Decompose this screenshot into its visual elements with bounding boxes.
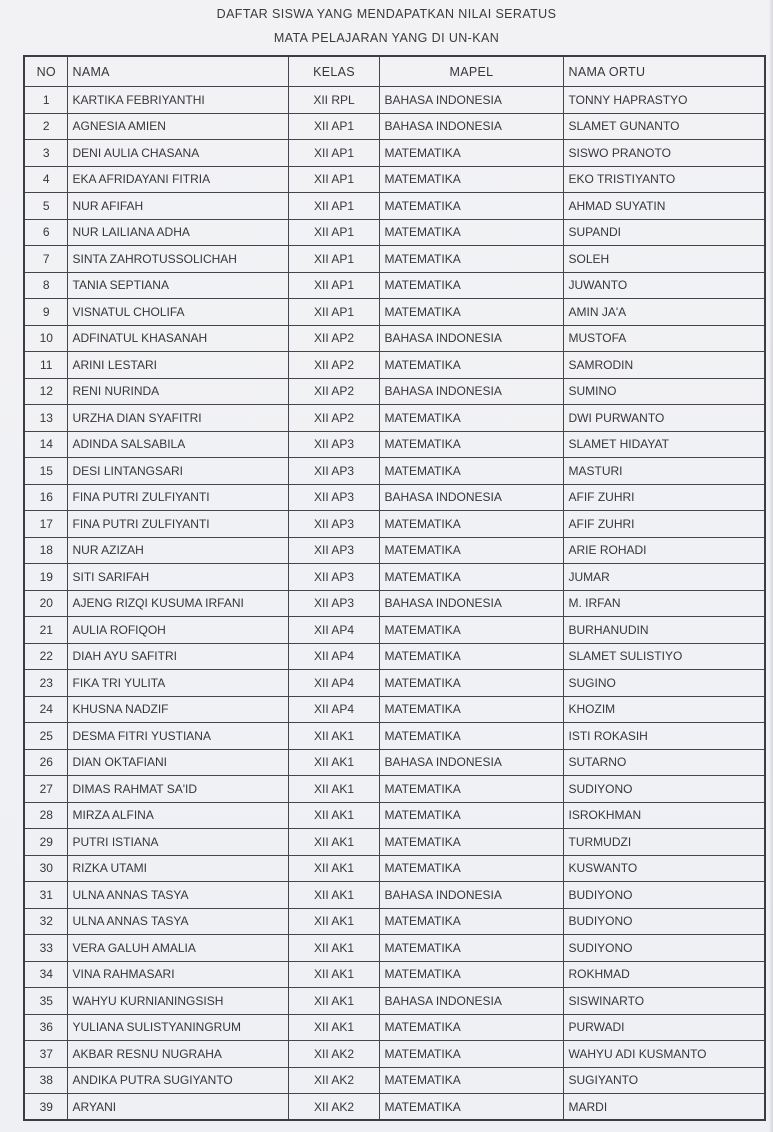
cell-no: 23 (24, 670, 67, 697)
cell-mapel: MATEMATIKA (379, 855, 563, 882)
table-row (24, 219, 765, 246)
column-header-kelas: KELAS (288, 56, 379, 87)
cell-ortu: JUWANTO (563, 272, 765, 299)
cell-no: 26 (24, 749, 67, 776)
cell-ortu: EKO TRISTIYANTO (563, 166, 765, 193)
cell-mapel: MATEMATIKA (379, 166, 563, 193)
cell-mapel: MATEMATIKA (379, 537, 563, 564)
cell-kelas: XII AP3 (288, 431, 379, 458)
cell-nama: ADINDA SALSABILA (67, 431, 288, 458)
scan-edge-shadow (769, 0, 773, 1132)
cell-mapel: MATEMATIKA (379, 511, 563, 538)
table-row (24, 272, 765, 299)
cell-no: 27 (24, 776, 67, 803)
table-row (24, 802, 765, 829)
cell-kelas: XII AK1 (288, 988, 379, 1015)
cell-nama: AKBAR RESNU NUGRAHA (67, 1041, 288, 1068)
table-row (24, 193, 765, 220)
cell-mapel: MATEMATIKA (379, 1067, 563, 1094)
cell-nama: KHUSNA NADZIF (67, 696, 288, 723)
cell-ortu: ARIE ROHADI (563, 537, 765, 564)
cell-ortu: SOLEH (563, 246, 765, 273)
cell-ortu: TURMUDZI (563, 829, 765, 856)
cell-nama: ULNA ANNAS TASYA (67, 882, 288, 909)
cell-no: 9 (24, 299, 67, 326)
table-header (24, 56, 765, 87)
cell-ortu: KHOZIM (563, 696, 765, 723)
cell-nama: TANIA SEPTIANA (67, 272, 288, 299)
cell-no: 1 (24, 87, 67, 114)
table-header-row (24, 56, 765, 87)
cell-kelas: XII AK2 (288, 1067, 379, 1094)
cell-nama: URZHA DIAN SYAFITRI (67, 405, 288, 432)
cell-no: 35 (24, 988, 67, 1015)
cell-ortu: SLAMET SULISTIYO (563, 643, 765, 670)
cell-ortu: WAHYU ADI KUSMANTO (563, 1041, 765, 1068)
cell-mapel: MATEMATIKA (379, 246, 563, 273)
table-row (24, 537, 765, 564)
table-row (24, 405, 765, 432)
cell-nama: VISNATUL CHOLIFA (67, 299, 288, 326)
cell-nama: ADFINATUL KHASANAH (67, 325, 288, 352)
cell-no: 14 (24, 431, 67, 458)
cell-ortu: MARDI (563, 1094, 765, 1121)
cell-nama: KARTIKA FEBRIYANTHI (67, 87, 288, 114)
cell-nama: SINTA ZAHROTUSSOLICHAH (67, 246, 288, 273)
cell-mapel: MATEMATIKA (379, 564, 563, 591)
cell-kelas: XII AP3 (288, 484, 379, 511)
cell-mapel: MATEMATIKA (379, 802, 563, 829)
cell-kelas: XII AP2 (288, 325, 379, 352)
cell-kelas: XII AP1 (288, 113, 379, 140)
cell-kelas: XII AP3 (288, 590, 379, 617)
cell-ortu: PURWADI (563, 1014, 765, 1041)
table-body (24, 87, 765, 1121)
column-header-ortu: NAMA ORTU (563, 56, 765, 87)
cell-kelas: XII AP4 (288, 696, 379, 723)
table-row (24, 378, 765, 405)
cell-no: 34 (24, 961, 67, 988)
table-row (24, 458, 765, 485)
cell-ortu: SLAMET GUNANTO (563, 113, 765, 140)
table-row (24, 935, 765, 962)
cell-kelas: XII AP4 (288, 670, 379, 697)
cell-kelas: XII AP1 (288, 193, 379, 220)
cell-no: 7 (24, 246, 67, 273)
column-header-no: NO (24, 56, 67, 87)
cell-nama: ARYANI (67, 1094, 288, 1121)
cell-kelas: XII AP1 (288, 140, 379, 167)
cell-kelas: XII AP1 (288, 299, 379, 326)
cell-no: 33 (24, 935, 67, 962)
table-row (24, 908, 765, 935)
table-row (24, 882, 765, 909)
table-row (24, 776, 765, 803)
cell-mapel: MATEMATIKA (379, 431, 563, 458)
cell-no: 36 (24, 1014, 67, 1041)
cell-mapel: MATEMATIKA (379, 617, 563, 644)
cell-mapel: BAHASA INDONESIA (379, 87, 563, 114)
table-row (24, 1014, 765, 1041)
table-row (24, 988, 765, 1015)
cell-mapel: BAHASA INDONESIA (379, 882, 563, 909)
cell-mapel: MATEMATIKA (379, 352, 563, 379)
cell-no: 20 (24, 590, 67, 617)
cell-ortu: JUMAR (563, 564, 765, 591)
cell-kelas: XII AP4 (288, 643, 379, 670)
cell-no: 10 (24, 325, 67, 352)
table-row (24, 590, 765, 617)
cell-nama: RENI NURINDA (67, 378, 288, 405)
cell-mapel: MATEMATIKA (379, 670, 563, 697)
cell-no: 38 (24, 1067, 67, 1094)
document-subtitle: MATA PELAJARAN YANG DI UN-KAN (273, 31, 500, 45)
cell-kelas: XII AK1 (288, 749, 379, 776)
cell-ortu: SLAMET HIDAYAT (563, 431, 765, 458)
cell-mapel: BAHASA INDONESIA (379, 590, 563, 617)
cell-mapel: MATEMATIKA (379, 1014, 563, 1041)
cell-mapel: BAHASA INDONESIA (379, 378, 563, 405)
cell-nama: DIAH AYU SAFITRI (67, 643, 288, 670)
cell-kelas: XII AK1 (288, 935, 379, 962)
table-row (24, 670, 765, 697)
cell-nama: DESMA FITRI YUSTIANA (67, 723, 288, 750)
cell-ortu: BURHANUDIN (563, 617, 765, 644)
cell-nama: SITI SARIFAH (67, 564, 288, 591)
cell-no: 31 (24, 882, 67, 909)
cell-kelas: XII AK1 (288, 723, 379, 750)
cell-ortu: SISWO PRANOTO (563, 140, 765, 167)
cell-ortu: BUDIYONO (563, 882, 765, 909)
table-row (24, 511, 765, 538)
cell-kelas: XII AK1 (288, 776, 379, 803)
cell-ortu: SUGIYANTO (563, 1067, 765, 1094)
cell-mapel: BAHASA INDONESIA (379, 749, 563, 776)
cell-no: 32 (24, 908, 67, 935)
cell-nama: DESI LINTANGSARI (67, 458, 288, 485)
cell-kelas: XII AK1 (288, 908, 379, 935)
cell-kelas: XII AK1 (288, 882, 379, 909)
cell-mapel: MATEMATIKA (379, 696, 563, 723)
table-row (24, 855, 765, 882)
cell-nama: ULNA ANNAS TASYA (67, 908, 288, 935)
column-header-mapel: MAPEL (379, 56, 563, 87)
cell-ortu: SUDIYONO (563, 776, 765, 803)
cell-no: 11 (24, 352, 67, 379)
cell-nama: DENI AULIA CHASANA (67, 140, 288, 167)
cell-mapel: MATEMATIKA (379, 1041, 563, 1068)
table-row (24, 643, 765, 670)
cell-no: 22 (24, 643, 67, 670)
table-row (24, 829, 765, 856)
cell-kelas: XII AP3 (288, 564, 379, 591)
cell-nama: NUR AZIZAH (67, 537, 288, 564)
table-row (24, 749, 765, 776)
cell-no: 16 (24, 484, 67, 511)
cell-ortu: KUSWANTO (563, 855, 765, 882)
cell-no: 13 (24, 405, 67, 432)
cell-ortu: SUMINO (563, 378, 765, 405)
cell-mapel: BAHASA INDONESIA (379, 484, 563, 511)
cell-ortu: DWI PURWANTO (563, 405, 765, 432)
cell-kelas: XII AK1 (288, 802, 379, 829)
table-row (24, 564, 765, 591)
cell-nama: DIMAS RAHMAT SA'ID (67, 776, 288, 803)
cell-nama: ANDIKA PUTRA SUGIYANTO (67, 1067, 288, 1094)
student-score-table (23, 55, 766, 1121)
cell-ortu: M. IRFAN (563, 590, 765, 617)
cell-ortu: MASTURI (563, 458, 765, 485)
cell-nama: NUR AFIFAH (67, 193, 288, 220)
cell-mapel: MATEMATIKA (379, 193, 563, 220)
cell-kelas: XII AP2 (288, 352, 379, 379)
table-row (24, 113, 765, 140)
cell-mapel: MATEMATIKA (379, 458, 563, 485)
cell-no: 8 (24, 272, 67, 299)
cell-kelas: XII AP3 (288, 458, 379, 485)
cell-nama: AULIA ROFIQOH (67, 617, 288, 644)
cell-mapel: MATEMATIKA (379, 405, 563, 432)
cell-nama: EKA AFRIDAYANI FITRIA (67, 166, 288, 193)
cell-mapel: MATEMATIKA (379, 776, 563, 803)
cell-mapel: MATEMATIKA (379, 908, 563, 935)
table-row (24, 723, 765, 750)
cell-ortu: SUDIYONO (563, 935, 765, 962)
cell-kelas: XII RPL (288, 87, 379, 114)
table-row (24, 1041, 765, 1068)
cell-nama: YULIANA SULISTYANINGRUM (67, 1014, 288, 1041)
cell-no: 29 (24, 829, 67, 856)
cell-ortu: SUTARNO (563, 749, 765, 776)
cell-kelas: XII AP2 (288, 378, 379, 405)
cell-mapel: BAHASA INDONESIA (379, 988, 563, 1015)
cell-kelas: XII AK1 (288, 829, 379, 856)
table-row (24, 617, 765, 644)
cell-ortu: AMIN JA'A (563, 299, 765, 326)
cell-nama: RIZKA UTAMI (67, 855, 288, 882)
table-row (24, 166, 765, 193)
cell-nama: DIAN OKTAFIANI (67, 749, 288, 776)
cell-ortu: AHMAD SUYATIN (563, 193, 765, 220)
cell-no: 19 (24, 564, 67, 591)
cell-kelas: XII AK2 (288, 1094, 379, 1121)
cell-no: 2 (24, 113, 67, 140)
cell-ortu: AFIF ZUHRI (563, 511, 765, 538)
cell-no: 37 (24, 1041, 67, 1068)
cell-mapel: MATEMATIKA (379, 299, 563, 326)
table-row (24, 1067, 765, 1094)
cell-kelas: XII AP1 (288, 246, 379, 273)
cell-mapel: MATEMATIKA (379, 723, 563, 750)
cell-no: 24 (24, 696, 67, 723)
cell-ortu: ISROKHMAN (563, 802, 765, 829)
cell-kelas: XII AK1 (288, 1014, 379, 1041)
cell-mapel: MATEMATIKA (379, 1094, 563, 1121)
column-header-nama: NAMA (67, 56, 288, 87)
cell-no: 30 (24, 855, 67, 882)
table-row (24, 325, 765, 352)
cell-ortu: AFIF ZUHRI (563, 484, 765, 511)
cell-nama: ARINI LESTARI (67, 352, 288, 379)
cell-mapel: MATEMATIKA (379, 961, 563, 988)
cell-nama: FIKA TRI YULITA (67, 670, 288, 697)
cell-nama: MIRZA ALFINA (67, 802, 288, 829)
cell-no: 39 (24, 1094, 67, 1121)
cell-kelas: XII AP4 (288, 617, 379, 644)
cell-kelas: XII AP2 (288, 405, 379, 432)
cell-mapel: MATEMATIKA (379, 935, 563, 962)
table-row (24, 696, 765, 723)
cell-nama: VINA RAHMASARI (67, 961, 288, 988)
cell-no: 18 (24, 537, 67, 564)
cell-mapel: MATEMATIKA (379, 140, 563, 167)
cell-mapel: BAHASA INDONESIA (379, 325, 563, 352)
table-row (24, 246, 765, 273)
cell-ortu: ROKHMAD (563, 961, 765, 988)
cell-ortu: SUGINO (563, 670, 765, 697)
cell-kelas: XII AK1 (288, 855, 379, 882)
cell-nama: FINA PUTRI ZULFIYANTI (67, 484, 288, 511)
cell-no: 21 (24, 617, 67, 644)
cell-no: 15 (24, 458, 67, 485)
cell-mapel: MATEMATIKA (379, 643, 563, 670)
table-row (24, 352, 765, 379)
cell-nama: VERA GALUH AMALIA (67, 935, 288, 962)
cell-no: 3 (24, 140, 67, 167)
cell-mapel: BAHASA INDONESIA (379, 113, 563, 140)
cell-no: 17 (24, 511, 67, 538)
cell-no: 6 (24, 219, 67, 246)
cell-kelas: XII AP1 (288, 219, 379, 246)
table-row (24, 431, 765, 458)
table-row (24, 484, 765, 511)
cell-kelas: XII AP3 (288, 537, 379, 564)
cell-no: 28 (24, 802, 67, 829)
cell-no: 4 (24, 166, 67, 193)
cell-kelas: XII AP1 (288, 272, 379, 299)
cell-nama: AGNESIA AMIEN (67, 113, 288, 140)
table-row (24, 140, 765, 167)
cell-no: 12 (24, 378, 67, 405)
cell-no: 25 (24, 723, 67, 750)
cell-ortu: SAMRODIN (563, 352, 765, 379)
cell-mapel: MATEMATIKA (379, 829, 563, 856)
table-row (24, 299, 765, 326)
cell-kelas: XII AK2 (288, 1041, 379, 1068)
cell-ortu: ISTI ROKASIH (563, 723, 765, 750)
document-title: DAFTAR SISWA YANG MENDAPATKAN NILAI SERATUS (216, 7, 557, 21)
document-header (0, 0, 773, 47)
cell-no: 5 (24, 193, 67, 220)
cell-nama: NUR LAILIANA ADHA (67, 219, 288, 246)
cell-nama: PUTRI ISTIANA (67, 829, 288, 856)
cell-ortu: SISWINARTO (563, 988, 765, 1015)
cell-nama: FINA PUTRI ZULFIYANTI (67, 511, 288, 538)
cell-nama: WAHYU KURNIANINGSISH (67, 988, 288, 1015)
table-row (24, 961, 765, 988)
cell-ortu: BUDIYONO (563, 908, 765, 935)
cell-kelas: XII AK1 (288, 961, 379, 988)
cell-kelas: XII AP3 (288, 511, 379, 538)
table-row (24, 87, 765, 114)
cell-ortu: SUPANDI (563, 219, 765, 246)
cell-mapel: MATEMATIKA (379, 272, 563, 299)
cell-kelas: XII AP1 (288, 166, 379, 193)
cell-mapel: MATEMATIKA (379, 219, 563, 246)
cell-ortu: TONNY HAPRASTYO (563, 87, 765, 114)
table-row (24, 1094, 765, 1121)
cell-ortu: MUSTOFA (563, 325, 765, 352)
cell-nama: AJENG RIZQI KUSUMA IRFANI (67, 590, 288, 617)
